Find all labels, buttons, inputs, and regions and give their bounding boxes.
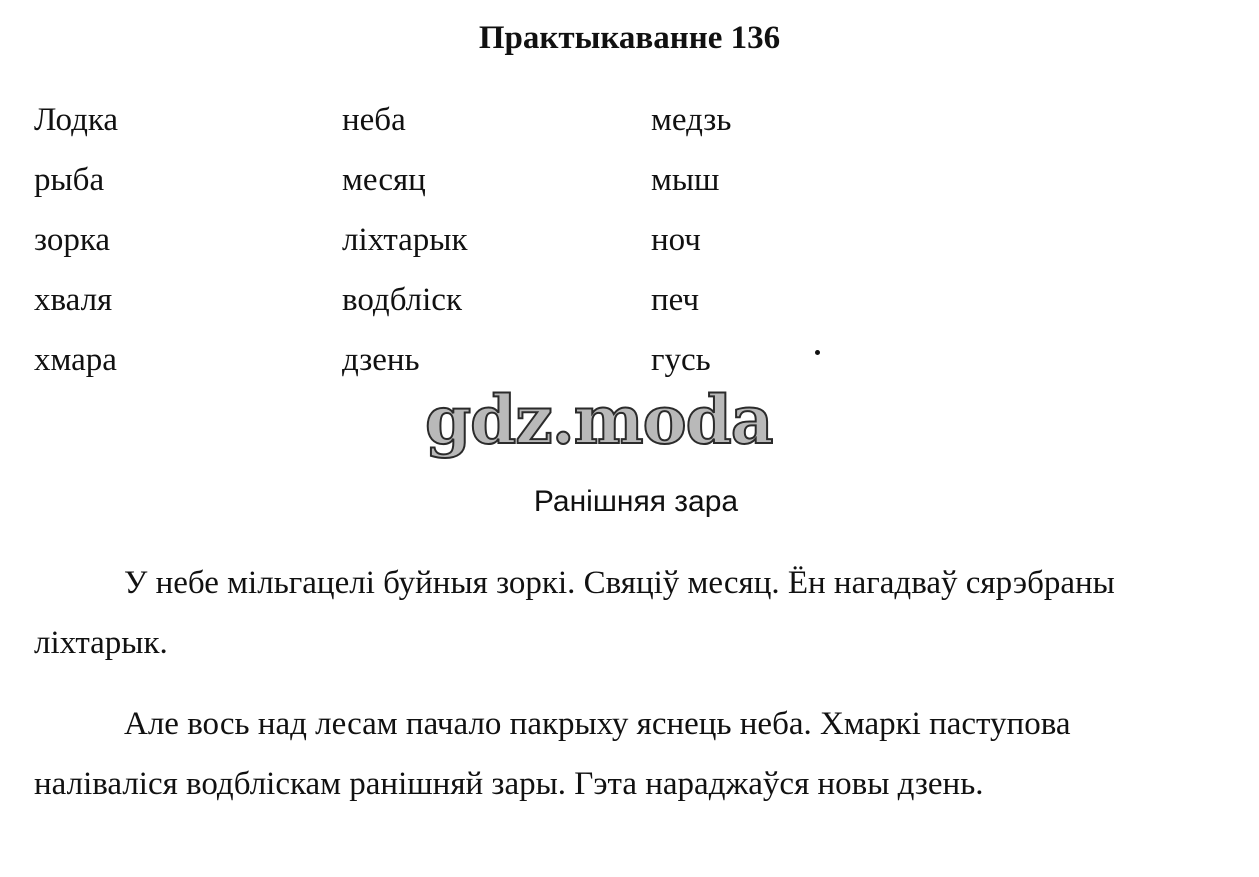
word-cell: печ bbox=[651, 282, 700, 318]
word-cell: дзень bbox=[342, 342, 420, 378]
story-paragraph: У небе мільгацелі буйныя зоркі. Свяціў месяц. Ён нагадваў сярэбраны ліхтарык. bbox=[34, 565, 1115, 661]
word-cell: зорка bbox=[34, 222, 111, 258]
word-cell: хваля bbox=[34, 282, 113, 318]
word-cell: Лодка bbox=[34, 102, 119, 138]
word-cell: мыш bbox=[651, 162, 720, 198]
stray-dot bbox=[815, 350, 820, 355]
word-cell: рыба bbox=[34, 162, 105, 198]
word-cell: водбліск bbox=[342, 282, 462, 318]
word-cell: ноч bbox=[651, 222, 701, 258]
word-cell: месяц bbox=[342, 162, 426, 198]
watermark-logo: gdz.moda bbox=[425, 381, 773, 459]
story-title: Ранішняя зара bbox=[533, 485, 739, 518]
word-cell: ліхтарык bbox=[342, 222, 468, 258]
exercise-title: Практыкаванне 136 bbox=[478, 20, 781, 56]
word-cell: гусь bbox=[651, 342, 711, 378]
story-paragraph: Але вось над лесам пачало пакрыху яснець неба. Хмаркі паступова наліваліся водбліскам ранішняй зары. Гэта нараджаўся новы дзень. bbox=[34, 706, 1071, 802]
word-grid bbox=[34, 100, 1034, 400]
word-cell: неба bbox=[342, 102, 406, 138]
word-cell: медзь bbox=[651, 102, 732, 138]
word-cell: хмара bbox=[34, 342, 117, 378]
